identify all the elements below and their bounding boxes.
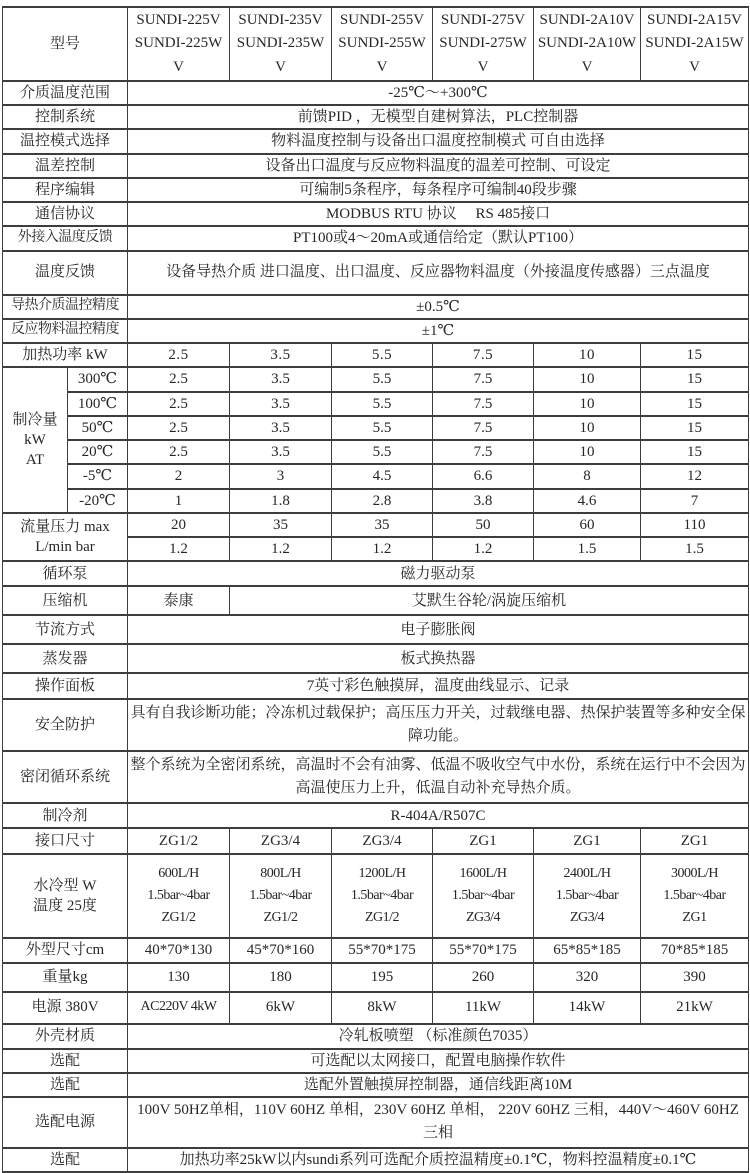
spec-value: 7.5 [433,416,534,440]
model-name: SUNDI-2A15WV [645,35,744,75]
spec-value: ZG1 [534,828,641,854]
model-name: SUNDI-235V [238,12,323,28]
spec-value: 2 [128,464,230,488]
spec-value: 320 [534,963,641,992]
spec-value: ZG3/4 [230,828,332,854]
wc-flow: 2400L/H [563,865,611,881]
row-dimensions [3,938,749,962]
row-label: 加热功率 kW [3,343,128,367]
model-name: SUNDI-255WV [338,35,426,75]
row-temp-mode [3,129,749,153]
row-cooling-minus5 [3,464,749,488]
row-label: 温差控制 [3,154,128,178]
row-panel [3,673,749,699]
wc-port: ZG1/2 [161,910,196,926]
spec-value: 设备导热介质 进口温度、出口温度、反应器物料温度（外接温度传感器）三点温度 [128,251,749,295]
row-closed-system [3,751,749,803]
row-water-cooled [3,854,749,938]
spec-value: 1.2 [230,537,332,561]
spec-value: ZG1/2 [128,828,230,854]
row-label: 选配 [3,1073,128,1097]
spec-value: 15 [641,367,749,391]
spec-value: MODBUS RTU 协议 RS 485接口 [128,202,749,226]
water-cooled-cell [230,854,332,938]
wc-flow: 3000L/H [670,865,719,881]
spec-value: 3.5 [230,416,332,440]
row-label: 温控模式选择 [3,129,128,153]
row-cooling-minus20 [3,489,749,513]
wc-flow: 800L/H [260,865,301,881]
row-compressor [3,586,749,615]
spec-value: 可选配以太网接口，配置电脑操作软件 [128,1049,749,1073]
spec-value: 5.5 [332,343,433,367]
spec-value: 3.5 [230,367,332,391]
row-label: 安全防护 [3,699,128,751]
cooling-temp-label: 50℃ [68,416,128,440]
spec-value: 7英寸彩色触摸屏，温度曲线显示、记录 [128,673,749,699]
model-name: SUNDI-225WV [134,35,223,75]
row-label: 循环泵 [3,561,128,586]
wc-port: ZG3/4 [465,910,501,926]
spec-value: 2.5 [128,343,230,367]
spec-value: 8kW [332,992,433,1024]
spec-value: 3.8 [433,489,534,513]
row-label: 选配 [3,1148,128,1172]
spec-value: 10 [534,416,641,440]
row-label: 选配 [3,1049,128,1073]
spec-value: 10 [534,343,641,367]
spec-value: 55*70*175 [332,938,433,962]
spec-value: 7.5 [433,440,534,464]
spec-value: 55*70*175 [433,938,534,962]
row-label: 节流方式 [3,615,128,644]
row-temp-feedback [3,251,749,295]
spec-value: 前馈PID ，无模型自建树算法，PLC控制器 [128,105,749,129]
spec-value: 1.2 [128,537,230,561]
spec-value: 5.5 [332,416,433,440]
wc-port: ZG1/2 [364,910,400,926]
spec-value: 2.5 [128,416,230,440]
spec-value: ZG1 [433,828,534,854]
row-model-header [3,7,749,81]
water-cooled-cell [534,854,641,938]
row-label: 温度反馈 [3,251,128,295]
water-cooled-label-line1: 水冷型 W [33,878,97,894]
row-label: 外壳材质 [3,1024,128,1049]
spec-value: 3.5 [230,343,332,367]
wc-pressure: 1.5bar~4bar [249,888,312,904]
model-name: SUNDI-275V [440,12,526,28]
spec-value: 磁力驱动泵 [128,561,749,586]
spec-value: AC220V 4kW [128,992,230,1024]
row-material-precision [3,319,749,343]
product-spec-table [2,6,749,1173]
spec-value: 1.5 [534,537,641,561]
model-column-header [641,7,749,81]
spec-value: 3.5 [230,392,332,416]
spec-value: 60 [534,513,641,537]
model-name: SUNDI-255V [339,12,425,28]
spec-value: 7 [641,489,749,513]
wc-pressure: 1.5bar~4bar [350,888,414,904]
wc-pressure: 1.5bar~4bar [147,888,210,904]
spec-value: 1.5 [641,537,749,561]
spec-value: 10 [534,440,641,464]
spec-value: 1 [128,489,230,513]
spec-value: 7.5 [433,367,534,391]
model-name: SUNDI-235WV [236,35,325,75]
spec-value: 电子膨胀阀 [128,615,749,644]
water-cooled-cell [641,854,749,938]
spec-value: 5.5 [332,440,433,464]
model-name: SUNDI-275WV [439,35,527,75]
model-name: SUNDI-2A15V [647,12,743,28]
cooling-label-title: 制冷量 [12,411,58,428]
row-cooling-300 [3,367,749,391]
model-column-header [230,7,332,81]
row-option-power [3,1097,749,1148]
row-flow-max [3,513,749,537]
model-name: SUNDI-225V [136,12,221,28]
row-heating-power [3,343,749,367]
spec-value: 15 [641,392,749,416]
spec-value: 390 [641,963,749,992]
wc-port: ZG1/2 [263,910,298,926]
spec-value: 可编制5条程序，每条程序可编制40段步骤 [128,178,749,202]
spec-value: 100V 50HZ单相，110V 60HZ 单相，230V 60HZ 单相， 220V 60HZ 三相，440V～460V 60HZ 三相 [128,1097,749,1148]
spec-value: 5.5 [332,367,433,391]
wc-port: ZG3/4 [569,910,605,926]
row-housing [3,1024,749,1049]
compressor-brand: 泰康 [128,586,230,615]
row-temp-diff [3,154,749,178]
spec-value: ±1℃ [128,319,749,343]
row-option-ethernet [3,1049,749,1073]
row-weight [3,963,749,992]
spec-value: 35 [230,513,332,537]
spec-value: 70*85*185 [641,938,749,962]
model-header-label: 型号 [3,7,128,81]
row-throttle [3,615,749,644]
row-communication [3,202,749,226]
spec-value: 2.8 [332,489,433,513]
spec-value: 180 [230,963,332,992]
spec-value: 3 [230,464,332,488]
spec-value: 260 [433,963,534,992]
spec-value: 20 [128,513,230,537]
row-power [3,992,749,1024]
row-cooling-20 [3,440,749,464]
row-label: 接口尺寸 [3,828,128,854]
cooling-temp-label: 300℃ [68,367,128,391]
row-label: 程序编辑 [3,178,128,202]
spec-value: 6.6 [433,464,534,488]
water-cooled-cell [433,854,534,938]
row-label: 压缩机 [3,586,128,615]
spec-value: ZG1 [641,828,749,854]
row-label: 反应物料温控精度 [3,319,128,343]
model-column-header [128,7,230,81]
row-option-touchscreen [3,1073,749,1097]
model-column-header [534,7,641,81]
spec-value: 3.5 [230,440,332,464]
row-medium-precision [3,295,749,319]
row-label: 操作面板 [3,673,128,699]
wc-port: ZG1 [682,910,707,926]
row-label: 导热介质温控精度 [3,295,128,319]
row-label: 密闭循环系统 [3,751,128,803]
spec-value: 10 [534,392,641,416]
row-cooling-50 [3,416,749,440]
spec-value: 1.2 [433,537,534,561]
spec-value: ZG3/4 [332,828,433,854]
model-column-header [332,7,433,81]
row-label: 选配电源 [3,1097,128,1148]
water-cooled-cell [128,854,230,938]
spec-value: 11kW [433,992,534,1024]
spec-value: 195 [332,963,433,992]
spec-value: 15 [641,440,749,464]
row-ext-input-feedback [3,226,749,250]
spec-value: 1.8 [230,489,332,513]
spec-value: 整个系统为全密闭系统，高温时不会有油雾、低温不吸收空气中水份，系统在运行中不会因为高温使压力上升，低温自动补充导热介质。 [128,751,749,803]
row-evaporator [3,644,749,673]
row-label: 制冷剂 [3,803,128,828]
cooling-temp-label: 100℃ [68,392,128,416]
spec-value: 4.6 [534,489,641,513]
spec-value: 艾默生谷轮/涡旋压缩机 [230,586,749,615]
row-medium-temp-range [3,81,749,105]
row-label: 通信协议 [3,202,128,226]
spec-value: 1.2 [332,537,433,561]
row-pump [3,561,749,586]
spec-value: 具有自我诊断功能；冷冻机过载保护；高压压力开关，过载继电器、热保护装置等多种安全保障功能。 [128,699,749,751]
spec-value: 8 [534,464,641,488]
spec-value: 15 [641,343,749,367]
spec-value: 板式换热器 [128,644,749,673]
spec-value: 4.5 [332,464,433,488]
spec-value: 设备出口温度与反应物料温度的温差可控制、可设定 [128,154,749,178]
spec-value: 6kW [230,992,332,1024]
row-cooling-100 [3,392,749,416]
spec-value: 21kW [641,992,749,1024]
spec-value: 选配外置触摸屏控制器，通信线距离10M [128,1073,749,1097]
spec-value: 15 [641,416,749,440]
row-port-size [3,828,749,854]
cooling-label-unit: kW [24,431,46,448]
spec-value: 7.5 [433,392,534,416]
spec-value: 2.5 [128,392,230,416]
row-label: 重量kg [3,963,128,992]
spec-value: 45*70*160 [230,938,332,962]
row-label: 控制系统 [3,105,128,129]
wc-flow: 1600L/H [459,865,507,881]
flow-label-line2: L/min bar [35,539,95,555]
spec-value: 10 [534,367,641,391]
wc-pressure: 1.5bar~4bar [451,888,515,904]
row-control-system [3,105,749,129]
spec-value: R-404A/R507C [128,803,749,828]
water-cooled-cell [332,854,433,938]
row-safety [3,699,749,751]
water-cooled-label [3,854,128,938]
spec-value: 物料温度控制与设备出口温度控制模式 可自由选择 [128,129,749,153]
spec-value: 110 [641,513,749,537]
spec-value: ±0.5℃ [128,295,749,319]
spec-value: 5.5 [332,392,433,416]
spec-value: 2.5 [128,367,230,391]
row-label: 蒸发器 [3,644,128,673]
row-label: 介质温度范围 [3,81,128,105]
spec-value: -25℃～+300℃ [128,81,749,105]
model-column-header [433,7,534,81]
row-option-precision [3,1148,749,1172]
row-label: 外接入温度反馈 [3,226,128,250]
spec-value: 130 [128,963,230,992]
spec-value: 40*70*130 [128,938,230,962]
model-name: SUNDI-2A10WV [537,35,637,75]
model-name: SUNDI-2A10V [539,12,635,28]
flow-label-line1: 流量压力 max [20,518,110,535]
row-refrigerant [3,803,749,828]
spec-value: 50 [433,513,534,537]
row-label: 电源 380V [3,992,128,1024]
spec-value: PT100或4～20mA或通信给定（默认PT100） [128,226,749,250]
wc-pressure: 1.5bar~4bar [555,888,619,904]
wc-pressure: 1.5bar~4bar [663,888,726,904]
wc-flow: 600L/H [158,865,199,881]
row-programming [3,178,749,202]
spec-value: 14kW [534,992,641,1024]
spec-value: 7.5 [433,343,534,367]
spec-value: 65*85*185 [534,938,641,962]
wc-flow: 1200L/H [358,865,406,881]
spec-value: 冷轧板喷塑 （标准颜色7035） [128,1024,749,1049]
row-label: 外型尺寸cm [3,938,128,962]
spec-value: 加热功率25kW以内sundi系列可选配介质控温精度±0.1℃，物料控温精度±0.1℃ [128,1148,749,1172]
spec-value: 35 [332,513,433,537]
flow-group-label [3,513,128,562]
spec-value: 2.5 [128,440,230,464]
cooling-temp-label: -5℃ [68,464,128,488]
cooling-temp-label: 20℃ [68,440,128,464]
spec-value: 12 [641,464,749,488]
cooling-group-label [3,367,68,513]
cooling-label-at: AT [25,452,45,469]
cooling-temp-label: -20℃ [68,489,128,513]
water-cooled-label-line2: 温度 25度 [33,898,97,915]
